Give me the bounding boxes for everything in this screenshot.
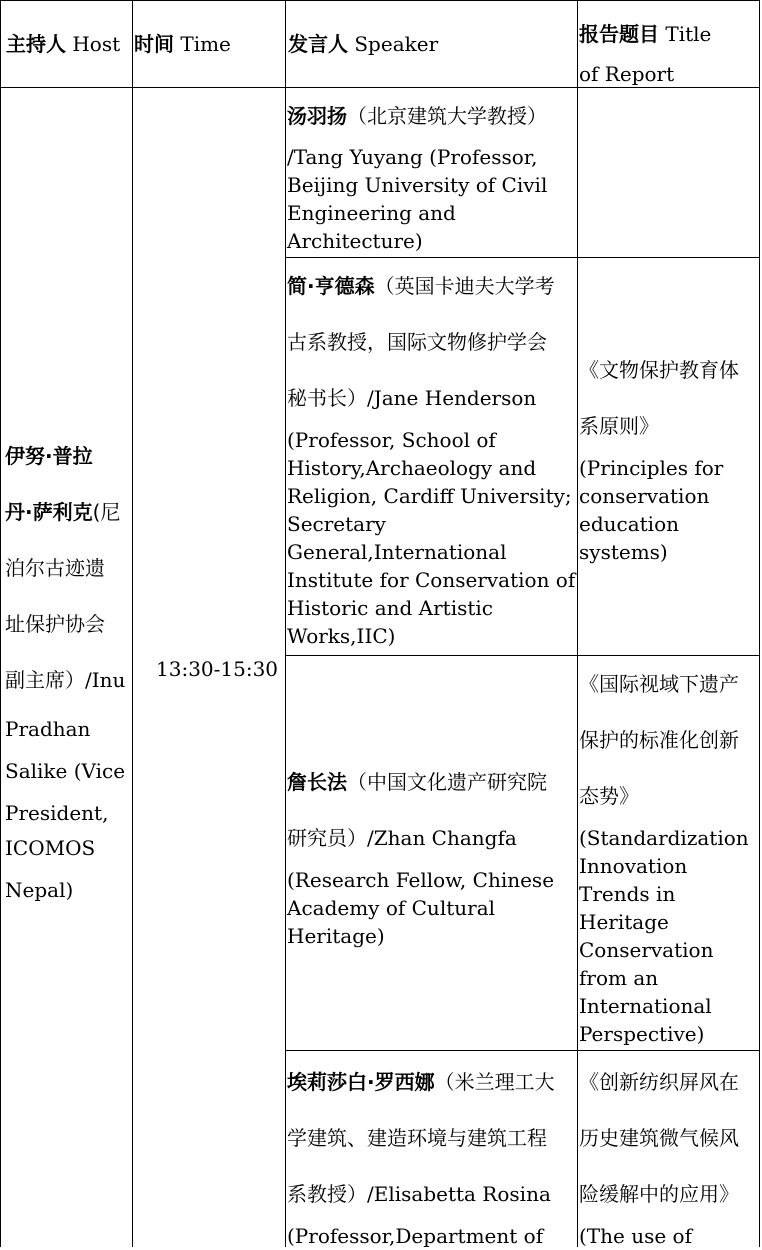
header-title-en-2: of Report (579, 62, 675, 86)
column-divider (577, 0, 578, 1247)
speaker-cell-2 (287, 258, 577, 650)
header-title-cn: 报告题目 (579, 22, 659, 46)
speaker-en: (Research Fellow, Chinese Academy of Cultural Heritage) (287, 868, 555, 948)
host-en-line-1: Pradhan (5, 717, 91, 741)
header-speaker-en: Speaker (354, 32, 439, 56)
host-en-line-2: Salike (Vice (5, 759, 126, 783)
speaker-cn-2: 学建筑、建造环境与建筑工程 (287, 1126, 547, 1150)
header-speaker (288, 30, 576, 58)
host-en-line-3: President, (5, 801, 109, 825)
speaker-cell-1 (287, 101, 577, 255)
speaker-name: 汤羽扬 (287, 104, 347, 128)
host-name-line-1: 伊努·普拉 (5, 444, 93, 468)
header-time-cn: 时间 (134, 32, 174, 56)
host-name-line-2: 丹·萨利克 (5, 500, 93, 524)
table-border-top (0, 0, 760, 1)
title-cn-3: 态势》 (579, 784, 639, 808)
speaker-cn-1: （中国文化遗产研究院 (347, 770, 547, 794)
host-cn-line-3: 泊尔古迹遗 (5, 556, 105, 580)
speaker-name: 詹长法 (287, 770, 347, 794)
speaker-cn-1: （米兰理工大 (434, 1070, 555, 1094)
host-en-line-5: Nepal) (5, 878, 74, 902)
host-cn-line-4: 址保护协会 (5, 612, 105, 636)
title-cn-2: 系原则》 (579, 414, 659, 438)
host-en-line-4: ICOMOS (5, 836, 96, 860)
title-cell-3 (579, 656, 759, 1048)
speaker-en: (Professor, School of History,Archaeology and Religion, Cardiff University; Secretary General,International Institute for Conservation of Historic and Artistic Works,IIC) (287, 428, 576, 648)
title-en: (Standardization Innovation Trends in Heritage Conservation from an International Perspective) (579, 826, 749, 1046)
title-cn-3: 险缓解中的应用》 (579, 1182, 739, 1206)
speaker-name: 简·亨德森 (287, 274, 375, 298)
time-cell: 13:30-15:30 (156, 657, 279, 681)
column-divider (132, 0, 133, 1247)
speaker-en: (Professor,Department of (287, 1224, 544, 1248)
table-border-right (759, 0, 760, 1247)
header-title (579, 14, 759, 94)
speaker-cn-3: 系教授）/Elisabetta Rosina (287, 1182, 551, 1206)
title-en: (The use of (579, 1224, 692, 1248)
title-cn-1: 《国际视域下遗产 (579, 672, 739, 696)
speaker-en: /Tang Yuyang (Professor, Beijing University of Civil Engineering and Architecture) (287, 145, 548, 253)
title-cn-2: 历史建筑微气候风 (579, 1126, 739, 1150)
host-cell (5, 428, 132, 918)
header-host-cn: 主持人 (6, 32, 66, 56)
speaker-cn-2: 研究员）/Zhan Changfa (287, 826, 517, 850)
speaker-cn-3: 秘书长）/Jane Henderson (287, 386, 537, 410)
header-time-en: Time (180, 32, 231, 56)
speaker-cell-4 (287, 1054, 577, 1250)
row-divider (285, 1050, 760, 1051)
header-title-en: Title (665, 22, 712, 46)
title-en: (Principles for conservation education systems) (579, 456, 724, 564)
header-speaker-cn: 发言人 (288, 32, 348, 56)
speaker-cell-3 (287, 754, 577, 950)
title-cell-2 (579, 342, 759, 566)
title-cn-1: 《文物保护教育体 (579, 358, 739, 382)
speaker-name: 埃莉莎白·罗西娜 (287, 1070, 435, 1094)
speaker-cn-2: 古系教授，国际文物修护学会 (287, 330, 547, 354)
title-cn-1: 《创新纺织屏风在 (579, 1070, 739, 1094)
host-paren: (尼 (92, 500, 121, 524)
title-cell-4 (579, 1054, 759, 1250)
header-time (134, 30, 284, 58)
title-cn-2: 保护的标准化创新 (579, 728, 739, 752)
header-host (6, 30, 132, 58)
header-host-en: Host (72, 32, 121, 56)
host-cn-line-5: 副主席）/Inu (5, 668, 126, 692)
column-divider (285, 0, 286, 1247)
speaker-cn: （北京建筑大学教授） (347, 104, 547, 128)
speaker-cn-1: （英国卡迪夫大学考 (374, 274, 555, 298)
table-border-left (0, 0, 1, 1247)
